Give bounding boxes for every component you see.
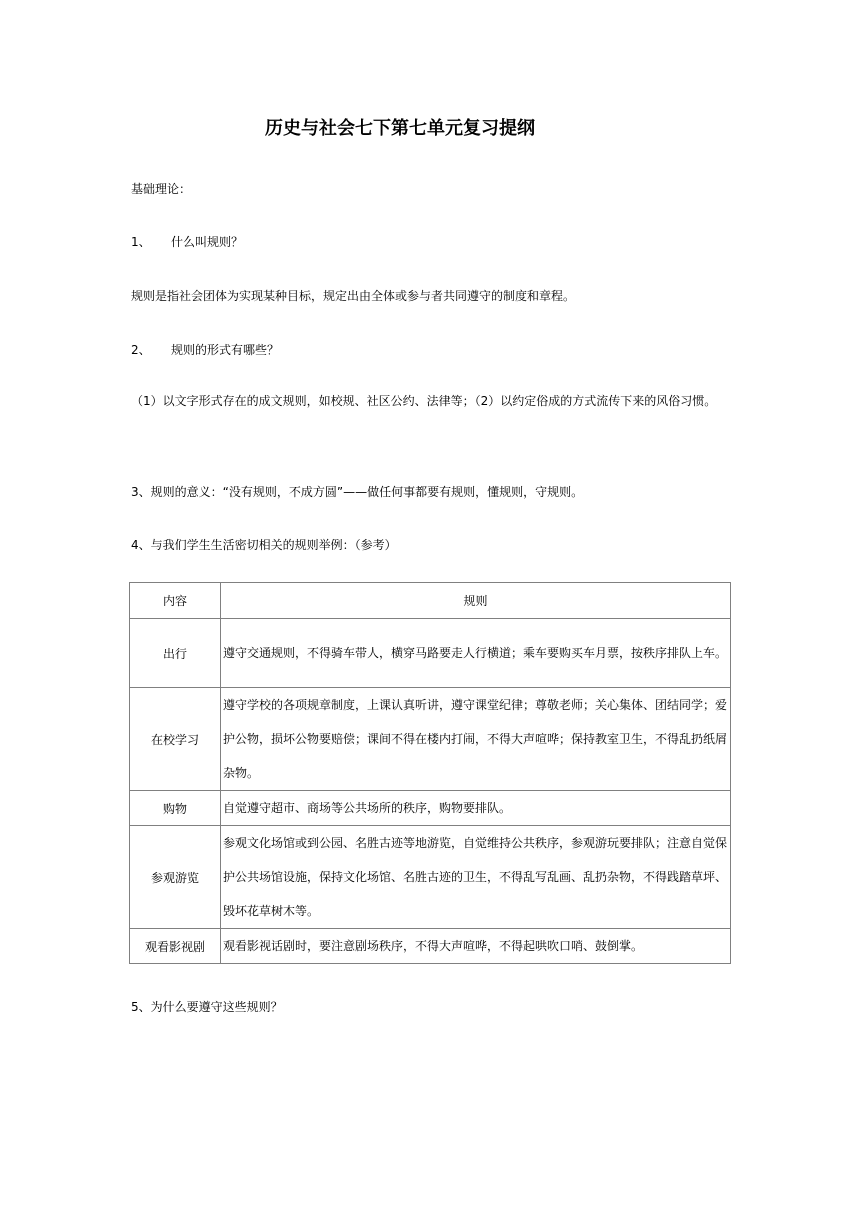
header-content: 内容 [130,583,221,619]
row-content-cell: 参观游览 [130,826,221,929]
table-row [130,826,731,929]
question-2-number: 2、 [131,343,151,357]
question-3: 3、规则的意义：“没有规则，不成方圆”——做任何事都要有规则，懂规则，守规则。 [131,485,584,499]
table-row [130,619,731,688]
question-2-text: 规则的形式有哪些？ [171,343,280,357]
rules-table [129,582,731,964]
question-4: 4、与我们学生生活密切相关的规则举例：（参考） [131,538,397,552]
row-content-cell: 在校学习 [130,688,221,791]
table-row [130,791,731,826]
row-rule-cell: 遵守学校的各项规章制度，上课认真听讲，遵守课堂纪律；尊敬老师；关心集体、团结同学；爱护公物，损坏公物要赔偿；课间不得在楼内打闹，不得大声喧哗；保持教室卫生，不得乱扔纸屑杂物。 [221,688,731,791]
question-1-number: 1、 [131,235,151,249]
header-rule: 规则 [221,583,731,619]
question-1 [131,233,243,250]
row-rule-cell: 观看影视话剧时，要注意剧场秩序，不得大声喧哗，不得起哄吹口哨、鼓倒掌。 [221,929,731,964]
table-header-row [130,583,731,619]
answer-2: （1）以文字形式存在的成文规则，如校规、社区公约、法律等；（2）以约定俗成的方式流传下来的风俗习惯。 [131,394,717,408]
row-rule-cell: 参观文化场馆或到公园、名胜古迹等地游览，自觉维持公共秩序，参观游玩要排队；注意自觉保护公共场馆设施，保持文化场馆、名胜古迹的卫生，不得乱写乱画、乱扔杂物，不得践踏草坪、毁坏花草树木等。 [221,826,731,929]
row-content-cell: 购物 [130,791,221,826]
question-2 [131,341,279,358]
row-rule-cell: 遵守交通规则，不得骑车带人，横穿马路要走人行横道；乘车要购买车月票，按秩序排队上车。 [221,619,731,688]
question-1-text: 什么叫规则？ [171,235,244,249]
question-5: 5、为什么要遵守这些规则？ [131,1000,283,1014]
document-title: 历史与社会七下第七单元复习提纲 [265,118,535,139]
table-row [130,929,731,964]
table-row [130,688,731,791]
row-rule-cell: 自觉遵守超市、商场等公共场所的秩序，购物要排队。 [221,791,731,826]
section-heading: 基础理论： [131,182,192,196]
row-content-cell: 出行 [130,619,221,688]
answer-1: 规则是指社会团体为实现某种目标，规定出由全体或参与者共同遵守的制度和章程。 [131,289,576,303]
row-content-cell: 观看影视剧 [130,929,221,964]
